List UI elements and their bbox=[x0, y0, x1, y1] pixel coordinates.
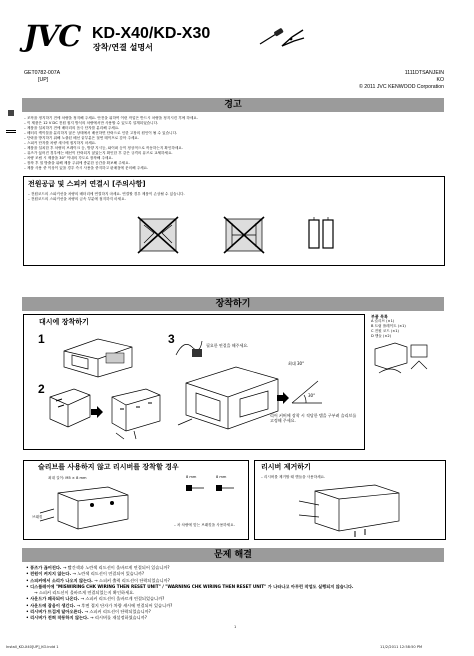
list-item: – 제품을 설치하기 전에 배터리의 음극 단자를 분리해 주세요. bbox=[24, 126, 120, 130]
troubleshooting-section-title: 문제 해결 bbox=[214, 550, 252, 560]
angle-note: 최대 30° bbox=[288, 361, 305, 366]
parts-illustration bbox=[371, 339, 431, 379]
remedy: → 노란색 리드선이 연결되어 있습니까? bbox=[72, 571, 145, 577]
symptom: • 디스플레이에 "MISWIRING CHK WIRING THEN RESET UNIT" / "WARNING CHK WIRING THEN RESET UNIT" 가 나타나고 아무런 작업도 실행되지 않습니다. bbox=[26, 583, 354, 589]
list-item: – 장착 후 열 방출을 위해 제품 주위에 충분한 공간을 확보해 주세요. bbox=[24, 161, 130, 165]
symptom: • 퓨즈가 끊어진다. bbox=[26, 565, 62, 570]
remedy: → 스피커 리드선이 올바르게 연결되었는지 확인하세요. bbox=[34, 590, 135, 596]
install-section-header bbox=[22, 297, 444, 311]
list-item: – 전원코드의 스피커선을 차량의 배터리에 연결하지 마세요. 연결할 경우 제품이 손상될 수 있습니다. bbox=[28, 192, 185, 196]
pliers-icon bbox=[282, 30, 304, 46]
document-region: [UP] bbox=[38, 77, 49, 83]
remedy: → 빨간색과 노란색 리드선이 올바르게 연결되어 있습니까? bbox=[62, 565, 170, 570]
connect-note: 필요한 연결을 해주세요. bbox=[206, 343, 249, 348]
remove-receiver-box bbox=[254, 460, 446, 540]
sleeve-tabs-bend-diagram bbox=[106, 387, 164, 443]
side-divider bbox=[6, 132, 16, 133]
list-item: – 배터리 케이블을 분리하지 않은 상태에서 배선하면 단락으로 인한 고장의 원인이 될 수 있습니다. bbox=[24, 131, 178, 135]
document-code: GET0782-007A bbox=[24, 70, 61, 76]
symptom: • 리시버가 뜨겁게 달아오른다. bbox=[26, 609, 84, 615]
bracket-mount-diagram bbox=[38, 485, 134, 535]
symptom: • 스피커에서 소리가 나오지 않는다. bbox=[26, 577, 93, 583]
speaker-wiring-correct-diagram bbox=[306, 217, 336, 253]
warning-list bbox=[24, 116, 442, 171]
step-number: 2 bbox=[38, 382, 45, 396]
remove-receiver-title: 리시버 제거하기 bbox=[261, 463, 311, 471]
parts-list bbox=[371, 314, 445, 383]
sleeveless-install-title: 슬리브를 사용하지 않고 리시버를 장착할 경우 bbox=[38, 463, 179, 471]
screw-dimension: 8 mm bbox=[216, 475, 227, 479]
list-item: – 제품을 설치한 후 차량의 브레이크 등, 방향 지시등, 와이퍼 등이 정상적으로 작동하는지 확인하세요. bbox=[24, 146, 183, 150]
copyright: © 2011 JVC KENWOOD Corporation bbox=[358, 84, 444, 90]
footer-timestamp: 11/2/2011 12:58:50 PM bbox=[380, 645, 423, 649]
list-item: – 스피커 단자를 차량 섀시에 접지하지 마세요. bbox=[24, 141, 97, 145]
footer-filename: Install_KD-X40[UP]_KO.indd 1 bbox=[6, 645, 59, 649]
receiver-removal-diagram bbox=[295, 483, 405, 537]
troubleshooting-section-header bbox=[22, 548, 444, 562]
screw-dimension: 8 mm bbox=[186, 475, 197, 479]
power-caution-box bbox=[23, 176, 445, 266]
screw-length-note: 최대 길이: M5 × 8 mm bbox=[48, 476, 87, 480]
bracket-note: – 차 차량에 맞는 브래킷을 사용하세요. bbox=[174, 523, 235, 527]
bend-tabs-note: 리어 커버에 장착 시 적당한 탭을 구부려 슬리브를 고정해 주세요. bbox=[270, 413, 357, 423]
symptom: • 사운드에 잡음이 생긴다. bbox=[26, 602, 76, 608]
receiver-insert-diagram bbox=[176, 363, 284, 439]
remedy: → 스피커 리드선이 올바르게 연결되었습니까? bbox=[80, 596, 165, 602]
language-code: KO bbox=[436, 77, 444, 83]
sleeve-removal-diagram bbox=[58, 333, 138, 379]
install-section-title: 장착하기 bbox=[215, 299, 251, 309]
model-title: KD-X40/KD-X30 bbox=[92, 25, 211, 42]
chassis-ground-wrong-diagram bbox=[222, 215, 266, 255]
symptom: • 리시버가 전혀 작동하지 않는다. bbox=[26, 615, 89, 621]
screwdriver-icon bbox=[260, 28, 284, 44]
list-item: – 차량 조립 시 제품을 30° 이내의 각도로 장착해 주세요. bbox=[24, 156, 114, 160]
sleeve-insert-diagram bbox=[46, 387, 94, 431]
list-item: – 이 제품은 12 V DC 전원 접지 방식의 차량에서만 사용할 수 있도록 설계되었습니다. bbox=[24, 121, 159, 125]
arrow-right-icon bbox=[276, 391, 290, 405]
symptom: • 전원이 켜지지 않는다. bbox=[26, 571, 72, 577]
page-number: 1 bbox=[234, 625, 237, 629]
power-caution-title: 전원공급 및 스피커 연결시 [주의사항] bbox=[28, 180, 146, 188]
list-item: A 슬리브 (×1) bbox=[371, 319, 395, 323]
remedy: → 후면 접지 단자가 차량 섀시에 연결되어 있습니까? bbox=[76, 602, 173, 608]
arrow-right-icon bbox=[90, 405, 104, 419]
list-item: C 전원 코드 (×1) bbox=[371, 329, 399, 333]
tools-illustration bbox=[258, 26, 306, 52]
dash-install-box bbox=[23, 314, 365, 450]
list-item: – 조작을 정지하기 전에 차량을 정지해 주세요. 안전을 위하여 이런 작업은 반드시 차량을 정지시킨 후에 하세요. bbox=[24, 116, 198, 120]
parts-list-title: 부품 목록 bbox=[371, 314, 388, 319]
document-subtitle: 장착/연결 설명서 bbox=[93, 43, 153, 52]
list-item bbox=[26, 615, 446, 621]
warning-section-header bbox=[22, 98, 444, 112]
remedy: → 스피커 리드선이 단락되었습니까? bbox=[84, 609, 151, 615]
bracket-label: 브래킷 bbox=[32, 515, 43, 519]
angle-diagram bbox=[290, 375, 324, 407]
brand-logo: JVC bbox=[24, 19, 81, 53]
side-divider bbox=[6, 130, 16, 131]
list-item: – 전원코드의 스피커선을 차량의 금속 부분에 접지하지 마세요. bbox=[28, 197, 126, 201]
step-number: 1 bbox=[38, 332, 45, 346]
screw-diagram bbox=[184, 479, 238, 497]
list-item: – 퓨즈가 끊어진 경우에는 배선이 단락되지 않았는지 확인한 후 같은 규격의 퓨즈로 교체하세요. bbox=[24, 151, 173, 155]
angle-label: 30° bbox=[308, 393, 316, 398]
list-item: – 제품 사용 중 이상이 있을 경우 즉시 사용을 중지하고 판매점에 문의해 주세요. bbox=[24, 166, 149, 170]
side-tab-marker bbox=[8, 110, 14, 116]
list-item: B 트림 플레이트 (×1) bbox=[371, 324, 406, 328]
warning-section-title: 경고 bbox=[224, 100, 242, 110]
list-item: – 단락을 방지하기 위해 노출된 배선 끝부분은 절연 테이프로 감아 주세요. bbox=[24, 136, 140, 140]
troubleshooting-list bbox=[26, 565, 446, 622]
power-cord-diagram bbox=[174, 335, 204, 361]
speaker-wiring-wrong-diagram bbox=[136, 215, 180, 255]
remedy: → 리시버를 재설정하였습니까? bbox=[90, 615, 147, 621]
dash-install-title: 대시에 장착하기 bbox=[39, 318, 89, 326]
symptom: • 사운드가 왜곡되어 나온다. bbox=[26, 596, 80, 602]
list-item: D 핸들 (×2) bbox=[371, 334, 392, 338]
remedy: → 스피커 출력 리드선이 단락되었습니까? bbox=[94, 577, 170, 583]
remove-receiver-note: – 리시버를 제거할 때 핸들을 사용하세요. bbox=[261, 475, 326, 479]
step-number: 3 bbox=[168, 332, 175, 346]
sleeveless-install-box bbox=[23, 460, 249, 540]
print-code: 1111DTSANJEIN bbox=[404, 70, 444, 76]
